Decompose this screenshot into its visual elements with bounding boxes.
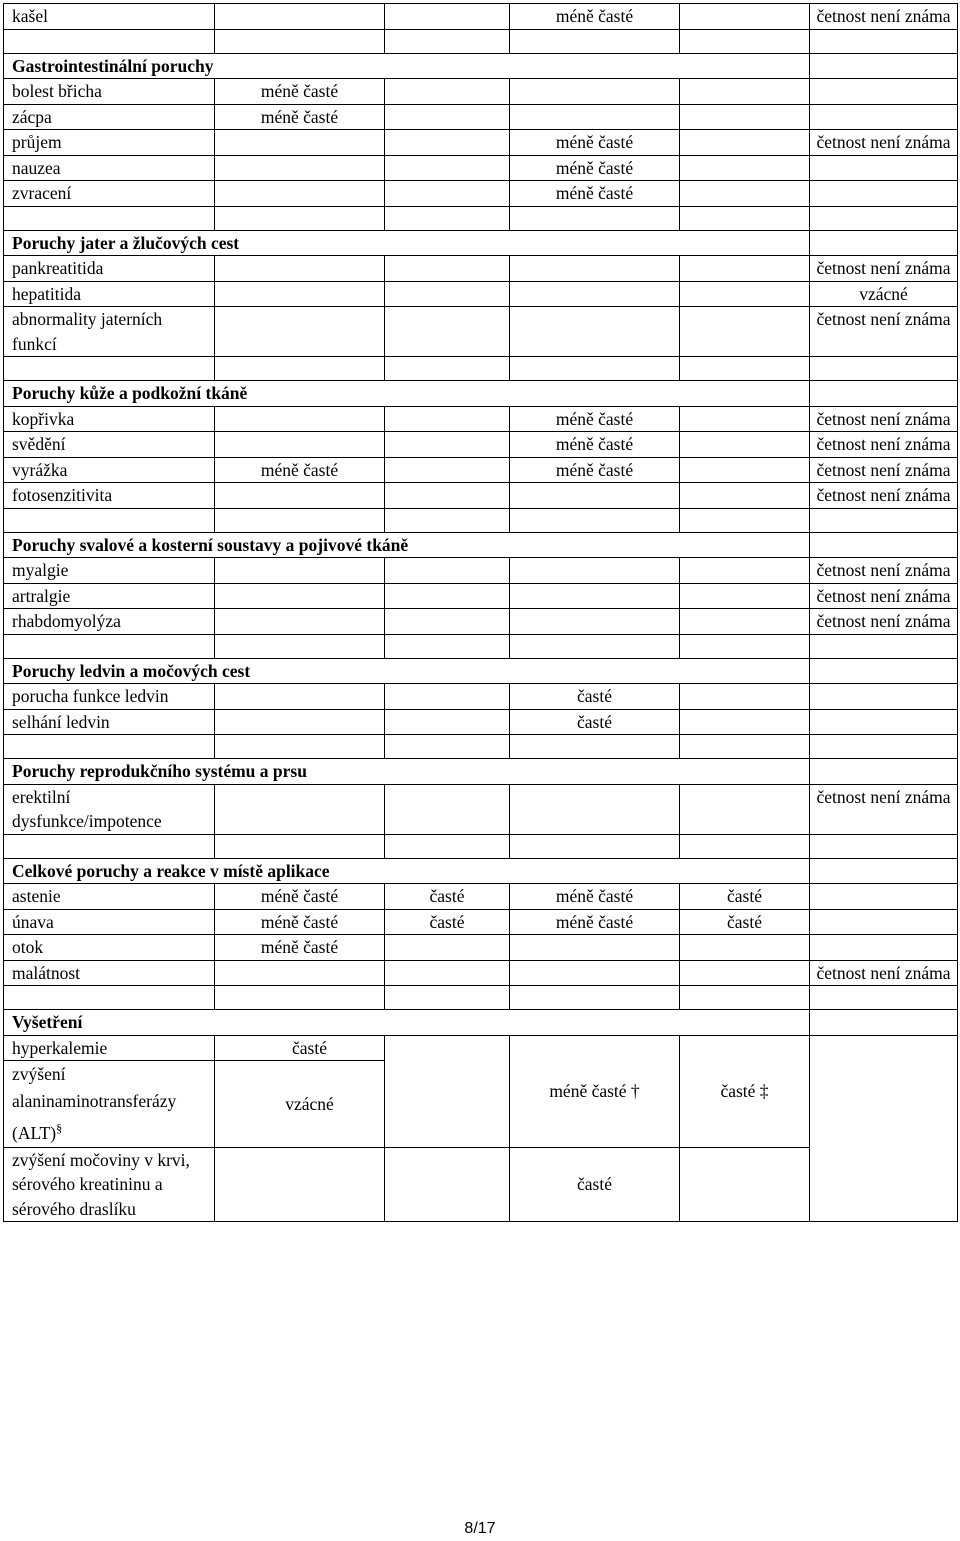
reaction-label: myalgie	[4, 558, 215, 584]
empty-cell	[680, 432, 810, 458]
empty-cell	[680, 155, 810, 181]
empty-cell	[810, 634, 958, 658]
empty-cell	[385, 609, 510, 635]
empty-cell	[810, 684, 958, 710]
empty-cell	[385, 29, 510, 53]
empty-cell	[385, 357, 510, 381]
empty-cell	[810, 709, 958, 735]
empty-cell	[810, 1010, 958, 1036]
empty-cell	[810, 155, 958, 181]
section-header: Celkové poruchy a reakce v místě aplikace	[4, 858, 810, 884]
empty-cell	[215, 609, 385, 635]
footnote-mark: §	[56, 1121, 63, 1135]
empty-cell	[680, 307, 810, 357]
frequency-cell: méně časté	[215, 79, 385, 105]
empty-cell	[215, 558, 385, 584]
table-row	[4, 130, 958, 156]
frequency-cell: časté	[385, 884, 510, 910]
frequency-cell: časté	[510, 684, 680, 710]
table-row	[4, 155, 958, 181]
empty-cell	[680, 986, 810, 1010]
empty-cell	[510, 609, 680, 635]
empty-cell	[510, 357, 680, 381]
empty-cell	[4, 834, 215, 858]
frequency-cell: časté	[215, 1035, 385, 1061]
empty-cell	[215, 406, 385, 432]
empty-cell	[680, 130, 810, 156]
empty-cell	[4, 357, 215, 381]
empty-cell	[385, 834, 510, 858]
empty-cell	[385, 1147, 510, 1222]
frequency-cell: časté	[510, 1147, 680, 1222]
frequency-cell: časté ‡	[680, 1035, 810, 1147]
empty-cell	[385, 1035, 510, 1147]
section-header-row	[4, 230, 958, 256]
empty-cell	[215, 508, 385, 532]
empty-cell	[215, 181, 385, 207]
empty-cell	[810, 181, 958, 207]
empty-cell	[810, 1035, 958, 1222]
frequency-cell: méně časté	[215, 104, 385, 130]
empty-cell	[510, 583, 680, 609]
reaction-label: rhabdomyolýza	[4, 609, 215, 635]
table-row	[4, 684, 958, 710]
empty-cell	[680, 735, 810, 759]
empty-cell	[385, 684, 510, 710]
table-row	[4, 406, 958, 432]
page-number: 8/17	[464, 1520, 496, 1537]
section-header: Poruchy jater a žlučových cest	[4, 230, 810, 256]
empty-cell	[385, 406, 510, 432]
empty-cell	[680, 558, 810, 584]
empty-cell	[810, 104, 958, 130]
reaction-label: hepatitida	[4, 281, 215, 307]
frequency-cell: četnost není známa	[810, 406, 958, 432]
table-row	[4, 483, 958, 509]
reaction-label: hyperkalemie	[4, 1035, 215, 1061]
frequency-cell: četnost není známa	[810, 483, 958, 509]
empty-cell	[215, 735, 385, 759]
empty-cell	[215, 206, 385, 230]
empty-cell	[680, 4, 810, 30]
table-row	[4, 558, 958, 584]
section-header: Poruchy ledvin a močových cest	[4, 658, 810, 684]
empty-cell	[215, 29, 385, 53]
empty-cell	[810, 935, 958, 961]
empty-cell	[810, 658, 958, 684]
empty-cell	[510, 960, 680, 986]
label-line: zvýšení	[12, 1064, 66, 1084]
frequency-cell: četnost není známa	[810, 609, 958, 635]
empty-cell	[810, 759, 958, 785]
empty-cell	[810, 206, 958, 230]
table-row	[4, 79, 958, 105]
table-row	[4, 307, 958, 357]
empty-cell	[385, 709, 510, 735]
table-row	[4, 256, 958, 282]
empty-cell	[385, 986, 510, 1010]
empty-cell	[680, 709, 810, 735]
spacer-row	[4, 834, 958, 858]
empty-cell	[215, 960, 385, 986]
empty-cell	[215, 256, 385, 282]
empty-cell	[810, 53, 958, 79]
table-row	[4, 104, 958, 130]
section-header-row	[4, 858, 958, 884]
reaction-label: otok	[4, 935, 215, 961]
reaction-label: nauzea	[4, 155, 215, 181]
reaction-label: bolest břicha	[4, 79, 215, 105]
frequency-cell: méně časté †	[510, 1035, 680, 1147]
empty-cell	[385, 784, 510, 834]
empty-cell	[385, 935, 510, 961]
reaction-label: zácpa	[4, 104, 215, 130]
table-row	[4, 709, 958, 735]
empty-cell	[510, 935, 680, 961]
empty-cell	[215, 307, 385, 357]
empty-cell	[810, 909, 958, 935]
empty-cell	[385, 483, 510, 509]
empty-cell	[680, 583, 810, 609]
empty-cell	[810, 858, 958, 884]
empty-cell	[680, 784, 810, 834]
empty-cell	[810, 735, 958, 759]
empty-cell	[810, 834, 958, 858]
empty-cell	[810, 508, 958, 532]
reaction-label: pankreatitida	[4, 256, 215, 282]
empty-cell	[510, 784, 680, 834]
empty-cell	[680, 634, 810, 658]
empty-cell	[680, 483, 810, 509]
reaction-label: erektilní dysfunkce/impotence	[4, 784, 215, 834]
empty-cell	[215, 634, 385, 658]
empty-cell	[385, 558, 510, 584]
frequency-cell: méně časté	[510, 155, 680, 181]
empty-cell	[385, 155, 510, 181]
empty-cell	[215, 4, 385, 30]
empty-cell	[215, 130, 385, 156]
frequency-cell: četnost není známa	[810, 4, 958, 30]
table-row	[4, 960, 958, 986]
frequency-cell: četnost není známa	[810, 432, 958, 458]
frequency-cell: vzácné	[810, 281, 958, 307]
empty-cell	[385, 508, 510, 532]
empty-cell	[385, 583, 510, 609]
empty-cell	[4, 735, 215, 759]
empty-cell	[385, 634, 510, 658]
empty-cell	[510, 483, 680, 509]
section-header-row	[4, 532, 958, 558]
frequency-cell: méně časté	[510, 432, 680, 458]
frequency-cell: četnost není známa	[810, 558, 958, 584]
empty-cell	[510, 307, 680, 357]
frequency-cell: četnost není známa	[810, 130, 958, 156]
empty-cell	[680, 206, 810, 230]
empty-cell	[215, 155, 385, 181]
label-line: alaninaminotransferázy	[12, 1091, 177, 1111]
empty-cell	[510, 634, 680, 658]
table-row	[4, 884, 958, 910]
empty-cell	[385, 281, 510, 307]
frequency-cell: časté	[385, 909, 510, 935]
reaction-label: kopřivka	[4, 406, 215, 432]
empty-cell	[510, 79, 680, 105]
empty-cell	[215, 483, 385, 509]
empty-cell	[385, 79, 510, 105]
label-line	[12, 1115, 208, 1147]
frequency-cell: méně časté	[510, 181, 680, 207]
section-header-row	[4, 658, 958, 684]
reaction-label: malátnost	[4, 960, 215, 986]
spacer-row	[4, 508, 958, 532]
frequency-cell: méně časté	[215, 884, 385, 910]
label-text: (ALT)	[12, 1122, 57, 1143]
table-row	[4, 935, 958, 961]
empty-cell	[215, 1147, 385, 1222]
reaction-label: vyrážka	[4, 457, 215, 483]
empty-cell	[510, 834, 680, 858]
empty-cell	[510, 558, 680, 584]
spacer-row	[4, 986, 958, 1010]
reaction-label: kašel	[4, 4, 215, 30]
table-row	[4, 784, 958, 834]
empty-cell	[215, 834, 385, 858]
empty-cell	[680, 960, 810, 986]
empty-cell	[215, 684, 385, 710]
empty-cell	[810, 79, 958, 105]
empty-cell	[4, 986, 215, 1010]
reaction-label: svědění	[4, 432, 215, 458]
empty-cell	[4, 29, 215, 53]
empty-cell	[215, 583, 385, 609]
reaction-label: fotosenzitivita	[4, 483, 215, 509]
reaction-label: zvýšení močoviny v krvi, sérového kreatininu a sérového draslíku	[4, 1147, 215, 1222]
section-header: Gastrointestinální poruchy	[4, 53, 810, 79]
empty-cell	[510, 281, 680, 307]
empty-cell	[810, 230, 958, 256]
frequency-cell: četnost není známa	[810, 960, 958, 986]
empty-cell	[385, 181, 510, 207]
empty-cell	[680, 609, 810, 635]
frequency-cell: časté	[510, 709, 680, 735]
reaction-label	[4, 1061, 215, 1148]
frequency-cell: méně časté	[510, 4, 680, 30]
empty-cell	[680, 684, 810, 710]
table-row	[4, 281, 958, 307]
frequency-cell: četnost není známa	[810, 457, 958, 483]
empty-cell	[680, 406, 810, 432]
reaction-label: zvracení	[4, 181, 215, 207]
empty-cell	[510, 29, 680, 53]
table-row	[4, 909, 958, 935]
reaction-label: průjem	[4, 130, 215, 156]
frequency-cell: četnost není známa	[810, 307, 958, 357]
empty-cell	[510, 986, 680, 1010]
table-row	[4, 457, 958, 483]
empty-cell	[385, 256, 510, 282]
empty-cell	[680, 29, 810, 53]
section-header: Vyšetření	[4, 1010, 810, 1036]
section-header-row	[4, 381, 958, 407]
frequency-cell: četnost není známa	[810, 256, 958, 282]
empty-cell	[680, 79, 810, 105]
section-header: Poruchy svalové a kosterní soustavy a pojivové tkáně	[4, 532, 810, 558]
empty-cell	[385, 735, 510, 759]
empty-cell	[385, 130, 510, 156]
empty-cell	[215, 986, 385, 1010]
empty-cell	[215, 432, 385, 458]
spacer-row	[4, 29, 958, 53]
empty-cell	[510, 735, 680, 759]
section-header-row	[4, 53, 958, 79]
empty-cell	[680, 256, 810, 282]
empty-cell	[510, 104, 680, 130]
frequency-cell: četnost není známa	[810, 583, 958, 609]
empty-cell	[810, 986, 958, 1010]
section-header-row	[4, 759, 958, 785]
spacer-row	[4, 735, 958, 759]
frequency-cell: méně časté	[215, 457, 385, 483]
reaction-label: astenie	[4, 884, 215, 910]
empty-cell	[680, 508, 810, 532]
empty-cell	[680, 281, 810, 307]
spacer-row	[4, 634, 958, 658]
empty-cell	[680, 834, 810, 858]
empty-cell	[385, 206, 510, 230]
empty-cell	[4, 634, 215, 658]
empty-cell	[215, 784, 385, 834]
frequency-cell: méně časté	[510, 884, 680, 910]
frequency-cell: méně časté	[510, 406, 680, 432]
empty-cell	[680, 1147, 810, 1222]
empty-cell	[385, 432, 510, 458]
reaction-label: selhání ledvin	[4, 709, 215, 735]
adverse-reactions-table	[3, 3, 958, 1222]
frequency-cell: méně časté	[510, 130, 680, 156]
empty-cell	[510, 206, 680, 230]
table-row	[4, 1035, 958, 1061]
empty-cell	[810, 381, 958, 407]
empty-cell	[680, 457, 810, 483]
empty-cell	[4, 508, 215, 532]
empty-cell	[215, 709, 385, 735]
empty-cell	[385, 960, 510, 986]
reaction-label: únava	[4, 909, 215, 935]
table-row	[4, 181, 958, 207]
empty-cell	[4, 206, 215, 230]
empty-cell	[810, 357, 958, 381]
frequency-cell: méně časté	[510, 457, 680, 483]
table-row	[4, 432, 958, 458]
empty-cell	[810, 884, 958, 910]
empty-cell	[680, 181, 810, 207]
spacer-row	[4, 357, 958, 381]
reaction-label: porucha funkce ledvin	[4, 684, 215, 710]
table-row	[4, 609, 958, 635]
empty-cell	[810, 532, 958, 558]
empty-cell	[680, 935, 810, 961]
frequency-cell: vzácné	[215, 1061, 385, 1148]
frequency-cell: méně časté	[215, 935, 385, 961]
table-row	[4, 4, 958, 30]
empty-cell	[680, 104, 810, 130]
empty-cell	[385, 307, 510, 357]
frequency-cell: časté	[680, 909, 810, 935]
empty-cell	[215, 281, 385, 307]
reaction-label: artralgie	[4, 583, 215, 609]
empty-cell	[385, 457, 510, 483]
spacer-row	[4, 206, 958, 230]
frequency-cell: méně časté	[215, 909, 385, 935]
frequency-cell: méně časté	[510, 909, 680, 935]
table-row	[4, 583, 958, 609]
empty-cell	[810, 29, 958, 53]
section-header: Poruchy reprodukčního systému a prsu	[4, 759, 810, 785]
empty-cell	[510, 508, 680, 532]
empty-cell	[680, 357, 810, 381]
frequency-cell: časté	[680, 884, 810, 910]
empty-cell	[385, 104, 510, 130]
reaction-label: abnormality jaterních funkcí	[4, 307, 215, 357]
table-body	[4, 4, 958, 1222]
empty-cell	[215, 357, 385, 381]
section-header: Poruchy kůže a podkožní tkáně	[4, 381, 810, 407]
empty-cell	[385, 4, 510, 30]
frequency-cell: četnost není známa	[810, 784, 958, 834]
empty-cell	[510, 256, 680, 282]
section-header-row	[4, 1010, 958, 1036]
